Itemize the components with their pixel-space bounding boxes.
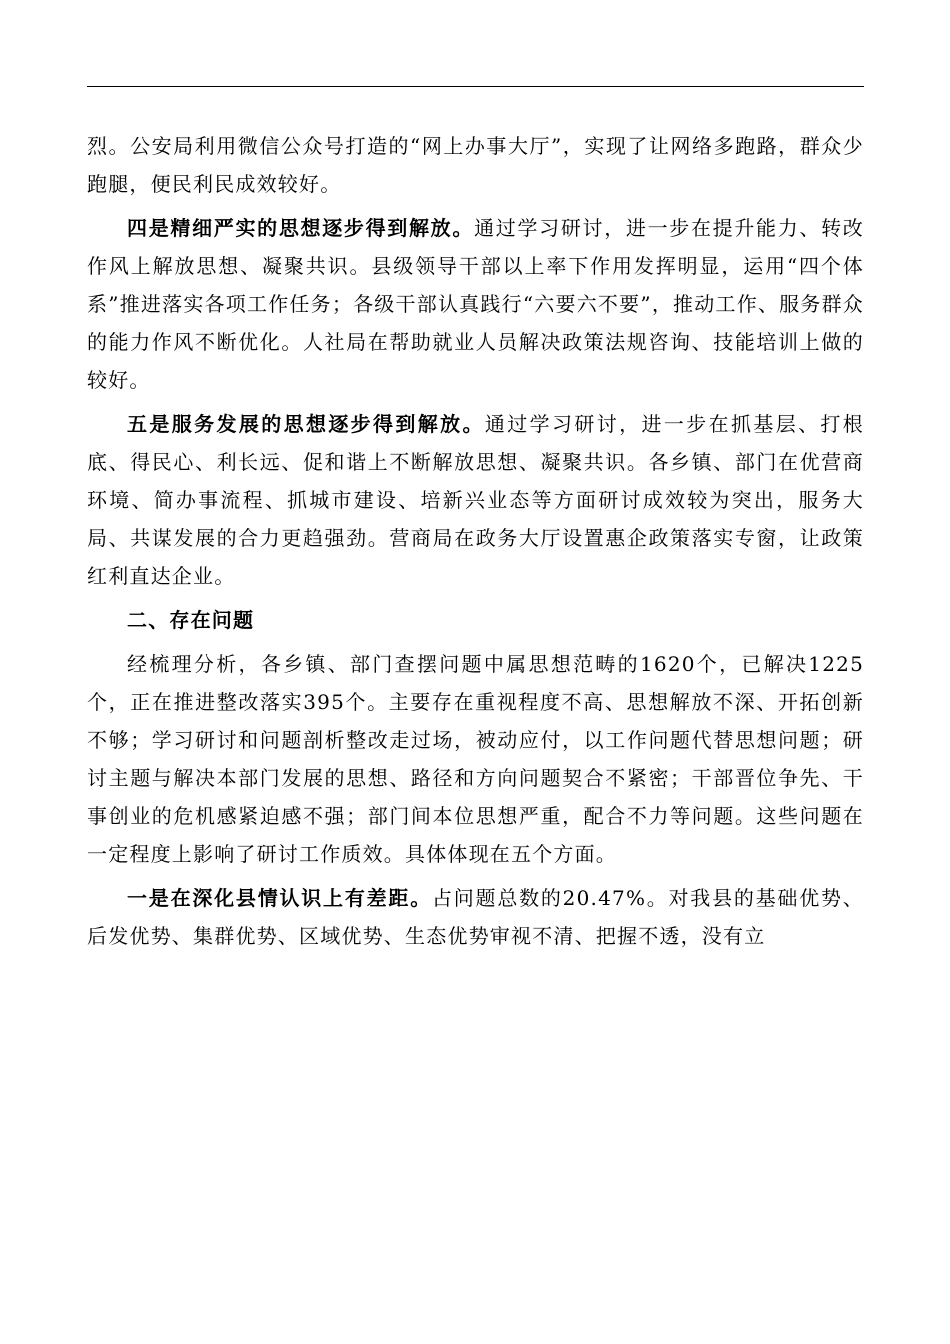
paragraph-text: 通过学习研讨，进一步在提升能力、转改作风上解放思想、凝聚共识。县级领导干部以上率下作用发挥明显，运用“四个体系”推进落实各项工作任务；各级干部认真践行“六要六不要”，推动工作、服务群众的能力作风不断优化。人社局在帮助就业人员解决政策法规咨询、技能培训上做的较好。 bbox=[87, 216, 865, 392]
section-heading: 二、存在问题 bbox=[127, 608, 255, 632]
paragraph-continuation bbox=[87, 127, 864, 203]
paragraph-lead: 四是精细严实的思想逐步得到解放。 bbox=[127, 216, 475, 240]
paragraph-text: 经梳理分析，各乡镇、部门查摆问题中属思想范畴的1620个，已解决1225个，正在推进整改落实395个。主要存在重视程度不高、思想解放不深、开拓创新不够；学习研讨和问题剖析整改走过场，被动应付，以工作问题代替思想问题；研讨主题与解决本部门发展的思想、路径和方向问题契合不紧密；干部晋位争先、干事创业的危机感紧迫感不强；部门间本位思想严重，配合不力等问题。这些问题在一定程度上影响了研讨工作质效。具体体现在五个方面。 bbox=[87, 652, 864, 866]
paragraph-point-four bbox=[87, 209, 864, 399]
paragraph-problem-one bbox=[87, 879, 864, 955]
paragraph-lead: 五是服务发展的思想逐步得到解放。 bbox=[127, 412, 485, 436]
paragraph-problems-summary bbox=[87, 645, 864, 873]
document-body bbox=[87, 127, 864, 955]
header-rule bbox=[87, 86, 864, 87]
paragraph-point-five bbox=[87, 405, 864, 595]
paragraph-text: 占问题总数的20.47%。对我县的基础优势、后发优势、集群优势、区域优势、生态优势审视不清、把握不透，没有立 bbox=[87, 886, 864, 948]
paragraph-lead: 一是在深化县情认识上有差距。 bbox=[127, 886, 432, 910]
paragraph-text: 烈。公安局利用微信公众号打造的“网上办事大厅”，实现了让网络多跑路，群众少跑腿，便民利民成效较好。 bbox=[87, 134, 864, 196]
paragraph-text: 通过学习研讨，进一步在抓基层、打根底、得民心、利长远、促和谐上不断解放思想、凝聚共识。各乡镇、部门在优营商环境、简办事流程、抓城市建设、培新兴业态等方面研讨成效较为突出，服务大局、共谋发展的合力更趋强劲。营商局在政务大厅设置惠企政策落实专窗，让政策红利直达企业。 bbox=[87, 412, 865, 588]
